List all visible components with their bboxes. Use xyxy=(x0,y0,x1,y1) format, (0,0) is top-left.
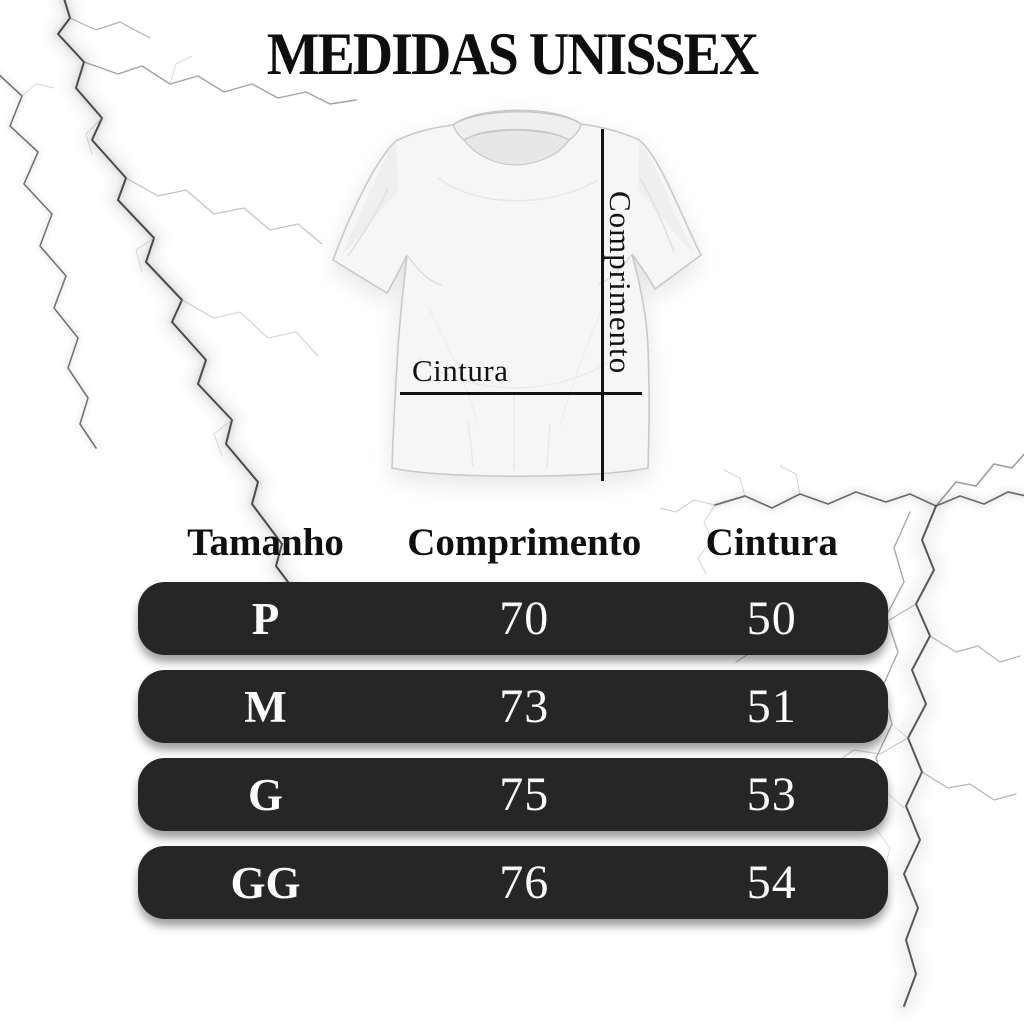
header-cintura: Cintura xyxy=(705,520,838,564)
table-row-gg xyxy=(138,846,888,919)
cintura-cell: 54 xyxy=(746,856,797,909)
waist-label: Cintura xyxy=(412,353,509,388)
page-title: MEDIDAS UNISSEX xyxy=(266,21,758,88)
table-row-g xyxy=(138,758,888,831)
size-cell: G xyxy=(247,769,283,820)
cintura-cell: 51 xyxy=(746,680,797,733)
tshirt-graphic xyxy=(318,96,710,498)
length-label: Comprimento xyxy=(603,191,638,375)
comprimento-cell: 75 xyxy=(499,768,550,821)
table-row-m xyxy=(138,670,888,743)
size-table-header xyxy=(138,516,888,568)
comprimento-cell: 76 xyxy=(499,856,550,909)
size-cell: P xyxy=(251,593,280,644)
cintura-cell: 53 xyxy=(746,768,797,821)
comprimento-cell: 70 xyxy=(499,592,550,645)
waist-measure-line xyxy=(400,392,642,395)
size-cell: GG xyxy=(230,857,301,908)
header-tamanho: Tamanho xyxy=(187,520,344,564)
header-comprimento: Comprimento xyxy=(407,520,642,564)
size-cell: M xyxy=(244,681,287,732)
cintura-cell: 50 xyxy=(746,592,797,645)
comprimento-cell: 73 xyxy=(499,680,550,733)
table-row-p xyxy=(138,582,888,655)
